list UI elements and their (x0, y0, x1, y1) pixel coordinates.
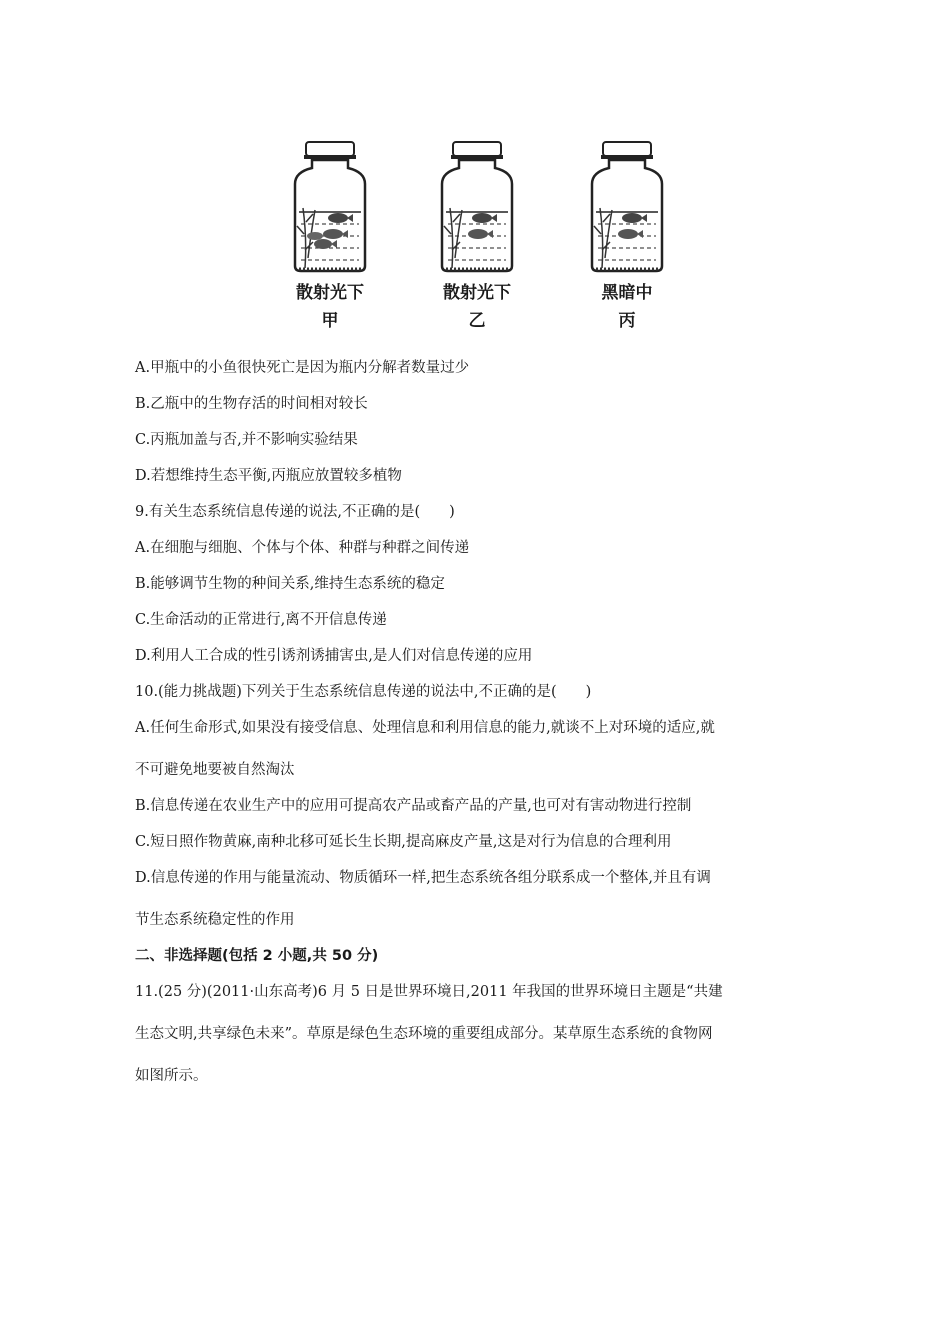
q9-option-b: B.能够调节生物的种间关系,维持生态系统的稳定 (135, 576, 445, 592)
jar-bing-condition: 黑暗中 (601, 283, 653, 303)
q9-option-c: C.生命活动的正常进行,离不开信息传递 (135, 612, 387, 628)
q9-option-a: A.在细胞与细胞、个体与个体、种群与种群之间传递 (135, 540, 470, 556)
jar-jia-illustration (275, 138, 385, 274)
q11-line3: 如图所示。 (135, 1068, 208, 1084)
q8-option-b: B.乙瓶中的生物存活的时间相对较长 (135, 396, 368, 412)
jar-bing-illustration (572, 138, 682, 274)
q10-option-d-line1: D.信息传递的作用与能量流动、物质循环一样,把生态系统各组分联系成一个整体,并且有调 (135, 870, 711, 886)
q10-option-c: C.短日照作物黄麻,南种北移可延长生长期,提高麻皮产量,这是对行为信息的合理利用 (135, 834, 672, 850)
q8-option-a: A.甲瓶中的小鱼很快死亡是因为瓶内分解者数量过少 (135, 360, 470, 376)
jar-jia (275, 138, 385, 331)
jar-jia-label: 甲 (321, 311, 339, 331)
q11-line1: 11.(25 分)(2011·山东高考)6 月 5 日是世界环境日,2011 年我国的世界环境日主题是“共建 (135, 984, 723, 1000)
q11-line2: 生态文明,共享绿色未来”。草原是绿色生态环境的重要组成部分。某草原生态系统的食物网 (135, 1026, 713, 1042)
q10-option-a-line2: 不可避免地要被自然淘汰 (135, 762, 295, 778)
jar-yi-label: 乙 (468, 311, 486, 331)
jar-yi-condition: 散射光下 (443, 283, 511, 303)
jar-yi (422, 138, 532, 331)
jar-bing-label: 丙 (618, 311, 636, 331)
jars-figure (260, 138, 690, 338)
q9-stem: 9.有关生态系统信息传递的说法,不正确的是( ) (135, 504, 455, 520)
q10-option-b: B.信息传递在农业生产中的应用可提高农产品或畜产品的产量,也可对有害动物进行控制 (135, 798, 692, 814)
q8-option-d: D.若想维持生态平衡,丙瓶应放置较多植物 (135, 468, 402, 484)
q10-option-d-line2: 节生态系统稳定性的作用 (135, 912, 295, 928)
jar-bing (572, 138, 682, 331)
q10-option-a-line1: A.任何生命形式,如果没有接受信息、处理信息和利用信息的能力,就谈不上对环境的适应,就 (135, 720, 715, 736)
jar-yi-illustration (422, 138, 532, 274)
q9-option-d: D.利用人工合成的性引诱剂诱捕害虫,是人们对信息传递的应用 (135, 648, 533, 664)
q8-option-c: C.丙瓶加盖与否,并不影响实验结果 (135, 432, 358, 448)
jar-jia-condition: 散射光下 (296, 283, 364, 303)
section-heading-nonchoice: 二、非选择题(包括 2 小题,共 50 分) (135, 948, 379, 964)
q10-stem: 10.(能力挑战题)下列关于生态系统信息传递的说法中,不正确的是( ) (135, 684, 592, 700)
